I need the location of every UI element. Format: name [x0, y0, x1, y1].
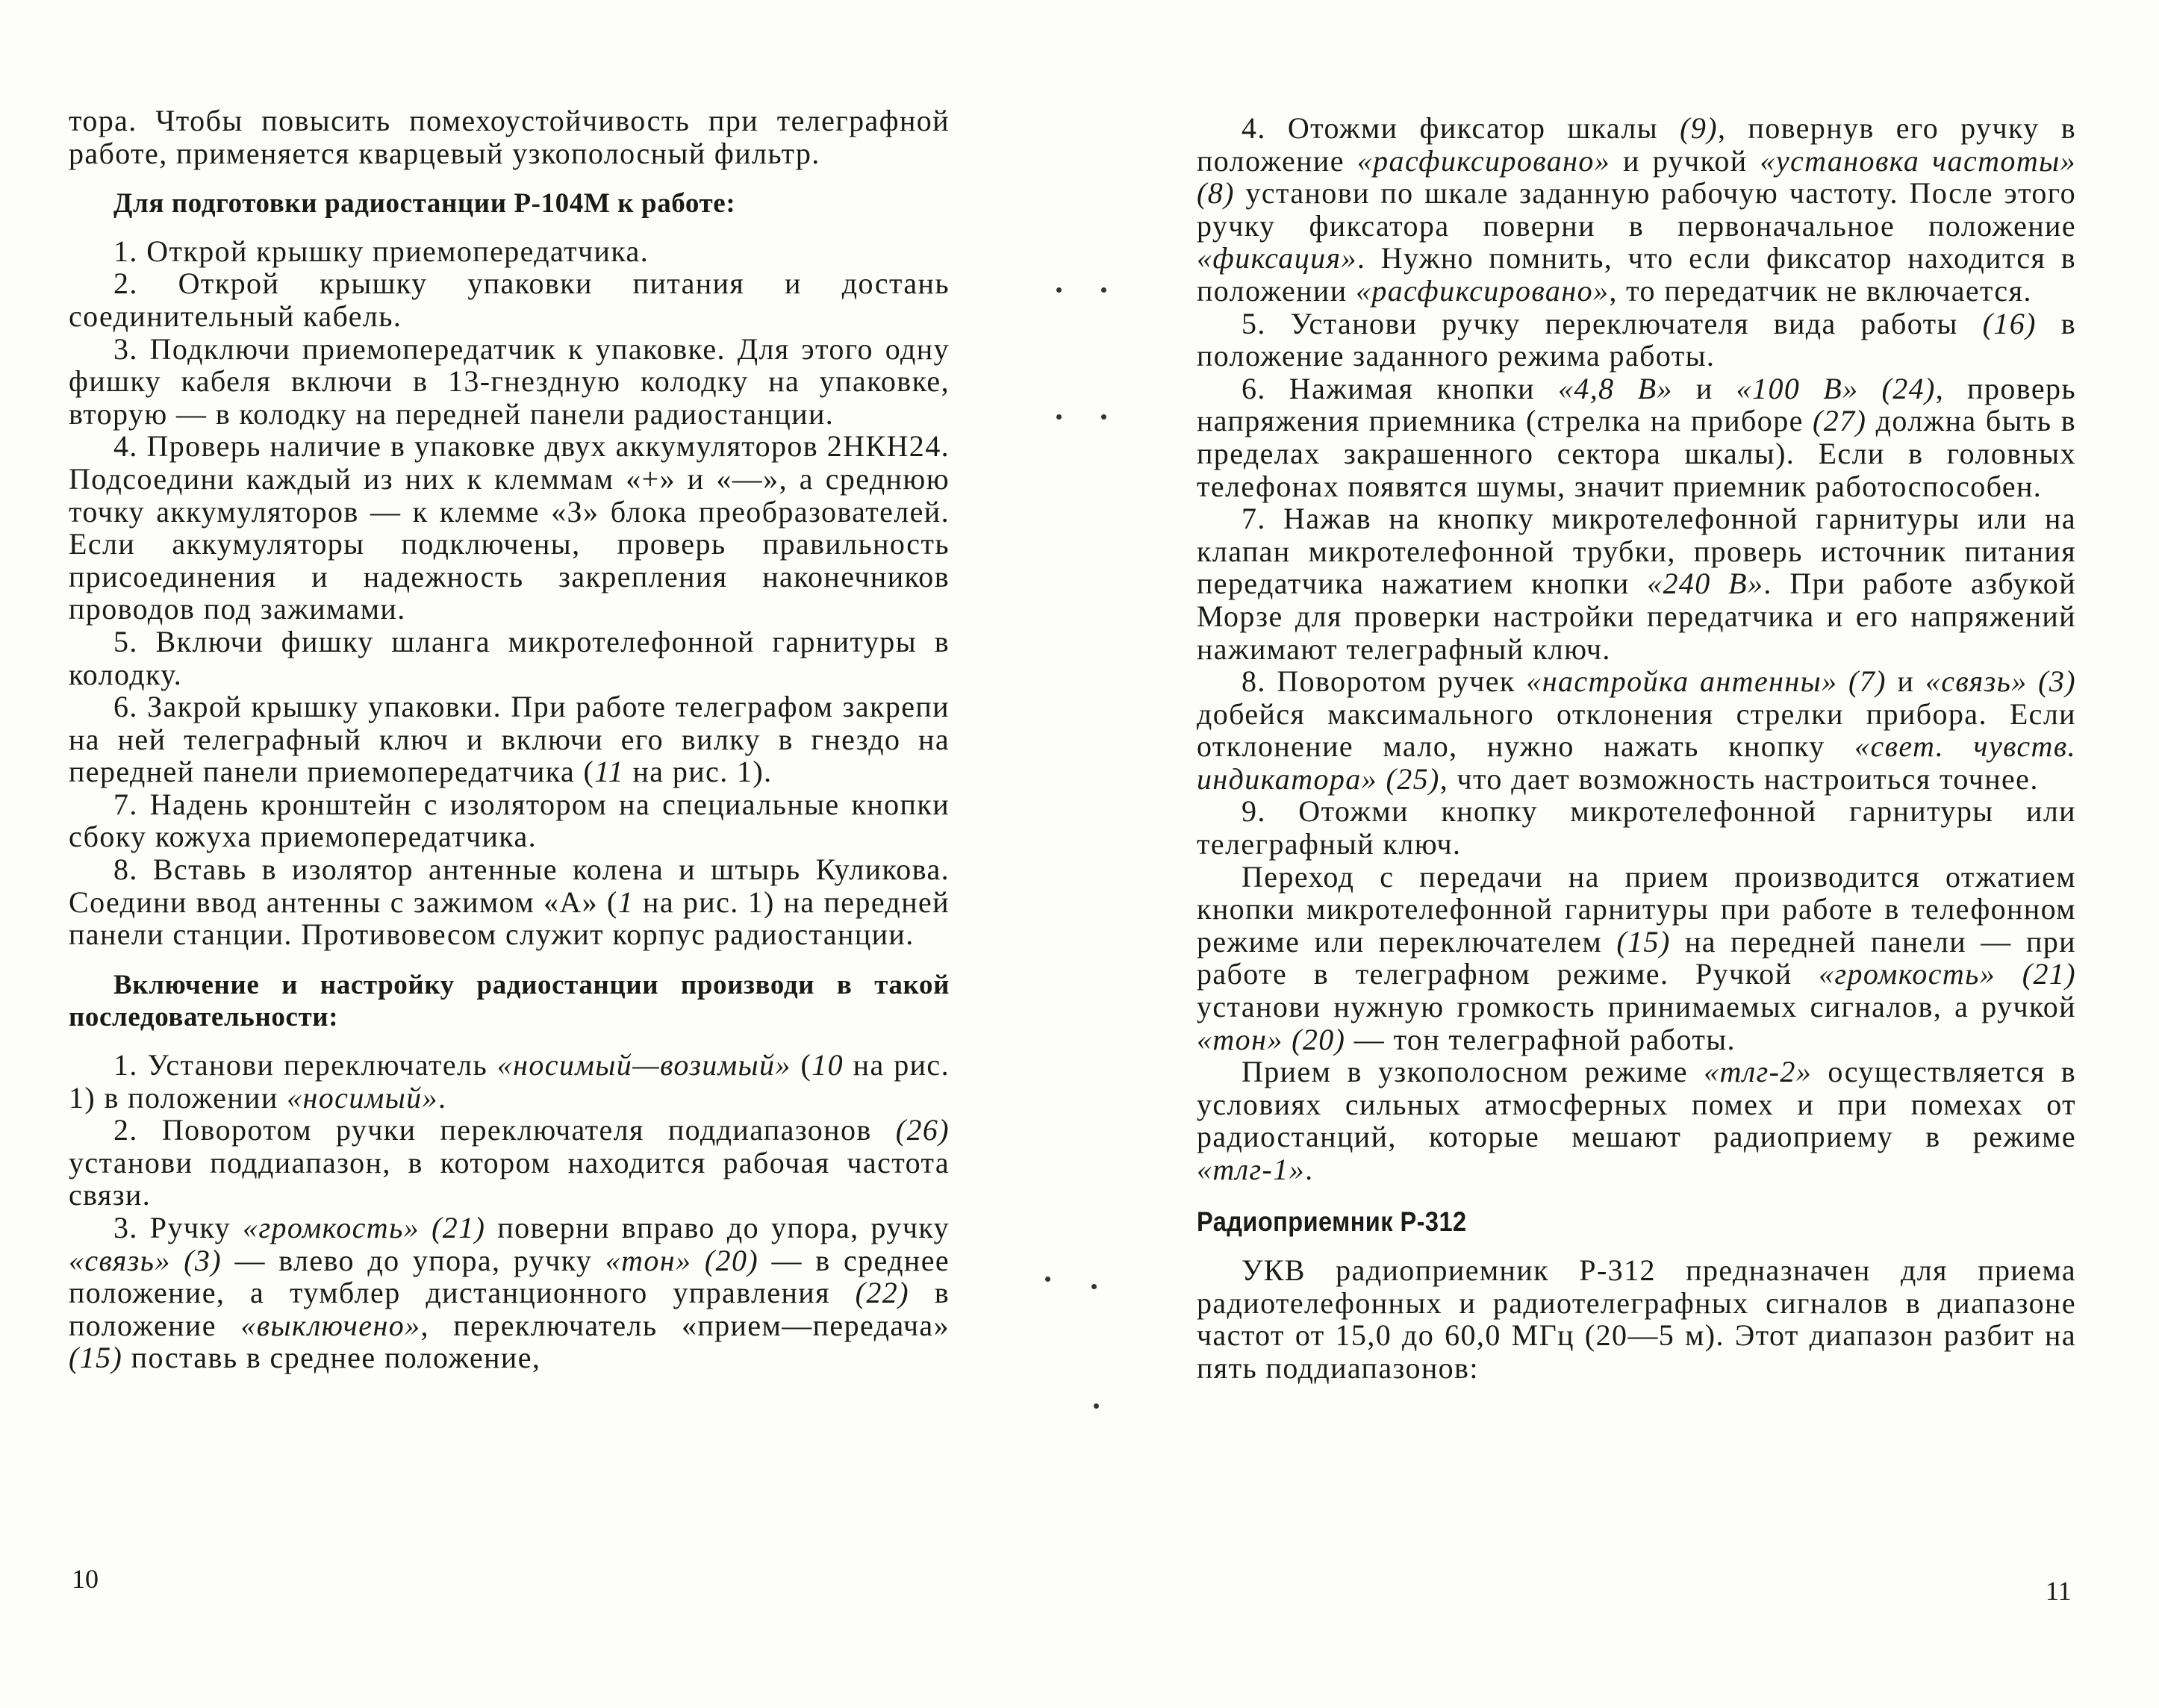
paragraph	[69, 267, 950, 332]
text-run: на передней панели — при работе в телеграфном режиме. Ручкой	[1197, 924, 2076, 991]
paragraph	[69, 1114, 950, 1212]
paragraph	[1197, 1056, 2076, 1185]
text-run: 1. Открой крышку приемопередатчика.	[113, 234, 649, 268]
italic-text-run: 10	[811, 1048, 844, 1082]
text-run: — тон телеграфной работы.	[1345, 1022, 1736, 1056]
italic-text-run: «240 В»	[1647, 567, 1764, 601]
text-run: осуществляется в условиях сильных атмосферных помех и при помехах от радиостанций, которые мешают радиоприему в режиме	[1197, 1055, 2077, 1154]
section-heading: Радиоприемник Р-312	[1197, 1206, 1467, 1237]
section-heading: Включение и настройку радиостанции производи в такой последовательности:	[69, 969, 950, 1033]
scan-speck	[1101, 287, 1106, 293]
paragraph	[69, 235, 950, 268]
text-run: в положение	[69, 1276, 950, 1342]
italic-text-run: «носимый—возимый»	[496, 1048, 791, 1082]
text-run: и	[1886, 664, 1925, 699]
text-run: 3. Подключи приемопередатчик к упаковке. Для этого одну фишку кабеля включи в 13-гнездную колодку на упаковке, вторую — в колодку на передней панели радиостанции.	[69, 331, 950, 431]
paragraph	[1197, 502, 2076, 665]
scan-speck	[1056, 287, 1062, 293]
italic-text-run: 1	[617, 885, 635, 919]
italic-text-run: «фиксация»	[1197, 241, 1357, 275]
italic-text-run: «4,8 В»	[1557, 371, 1673, 405]
scan-speck	[1056, 414, 1062, 420]
text-run: 8. Вставь в изолятор антенные колена и штырь Куликова. Соедини ввод антенны с зажимом «А» (	[69, 853, 950, 919]
paragraph-group	[69, 1049, 950, 1374]
italic-text-run: 11	[594, 755, 625, 789]
text-run: Переход с передачи на прием производится отжатием кнопки микротелефонной гарнитуры при работе в телефонном режиме или переключателем	[1197, 859, 2076, 959]
paragraph	[69, 691, 950, 788]
text-run: , переключатель «прием—передача»	[420, 1308, 950, 1342]
text-run: Прием в узкополосном режиме	[1241, 1055, 1704, 1089]
paragraph	[1197, 373, 2076, 502]
italic-text-run: «громкость» (21)	[243, 1211, 486, 1244]
text-run: поставь в среднее положение,	[122, 1341, 541, 1375]
italic-text-run: «100 В» (24)	[1736, 371, 1936, 405]
text-run: .	[1305, 1153, 1314, 1186]
scan-speck	[1094, 1403, 1099, 1409]
italic-text-run: «носимый»	[287, 1080, 438, 1115]
italic-text-run: «связь» (3)	[69, 1243, 222, 1277]
text-run: , то передатчик не включается.	[1609, 273, 2032, 308]
italic-text-run: «установка частоты» (8)	[1197, 143, 2076, 211]
paragraph	[69, 430, 950, 626]
text-run: 4. Проверь наличие в упаковке двух аккумуляторов 2НКН24. Подсоедини каждый из них к клеммам «+» и «—», а среднюю точку аккумуляторов — к клемме «З» блока преобразователей. Если аккумуляторы подключены, проверь правильность присоединения и надежность закрепления наконечников проводов под зажимами.	[69, 429, 950, 626]
page-number: 11	[2046, 1576, 2072, 1606]
text-run: поверни вправо до упора, ручку	[485, 1211, 950, 1244]
text-run: 2. Открой крышку упаковки питания и достань соединительный кабель.	[69, 267, 950, 333]
section-heading: Для подготовки радиостанции Р-104М к работе:	[113, 188, 736, 219]
paragraph	[1197, 1254, 2076, 1384]
paragraph	[1197, 665, 2076, 795]
page-number: 10	[72, 1564, 99, 1594]
paragraph-group	[69, 105, 950, 169]
text-run: — в среднее положение, а тумблер дистанционного управления	[69, 1243, 950, 1310]
text-run: 1. Установи переключатель	[113, 1048, 497, 1082]
text-run: 2. Поворотом ручки переключателя поддиапазонов	[113, 1113, 896, 1147]
italic-text-run: «связь» (3)	[1925, 664, 2076, 699]
paragraph	[69, 853, 950, 951]
text-run: на рис. 1).	[624, 755, 773, 789]
italic-text-run: (15)	[69, 1341, 123, 1375]
text-run: .	[437, 1080, 447, 1115]
paragraph	[69, 1212, 950, 1374]
text-run: 7. Надень кронштейн с изолятором на специальные кнопки сбоку кожуха приемопередатчика.	[69, 787, 950, 854]
text-run: на рис. 1) в положении	[69, 1048, 950, 1115]
italic-text-run: «тон» (20)	[1197, 1022, 1346, 1056]
paragraph	[1197, 308, 2076, 373]
text-run: должна быть в пределах закрашенного сектора шкалы). Если в головных телефонах появятся шумы, значит приемник работоспособен.	[1197, 404, 2076, 503]
right-page	[1197, 112, 2076, 1385]
text-run: 9. Отожми кнопку микротелефонной гарнитуры или телеграфный ключ.	[1197, 794, 2076, 861]
paragraph	[69, 105, 950, 169]
italic-text-run: (15)	[1616, 924, 1671, 959]
text-run: , что дает возможность настроиться точнее.	[1439, 761, 2039, 796]
text-run: , повернув его ручку в положение	[1197, 111, 2076, 178]
italic-text-run: «тлг-1»	[1197, 1153, 1306, 1186]
scan-speck	[1045, 1277, 1050, 1282]
paragraph-group	[1197, 1254, 2076, 1384]
italic-text-run: «настройка антенны» (7)	[1526, 664, 1887, 699]
italic-text-run: (26)	[895, 1113, 950, 1147]
italic-text-run: «свет. чувств. индикатора» (25)	[1197, 729, 2076, 796]
paragraph	[69, 788, 950, 853]
text-run: (	[791, 1048, 812, 1082]
text-run: и	[1672, 371, 1736, 405]
italic-text-run: «тлг-2»	[1704, 1055, 1813, 1089]
italic-text-run: (27)	[1813, 404, 1867, 438]
text-run: . Нужно помнить, что если фиксатор находится в положении	[1197, 241, 2076, 308]
text-run: . При работе азбукой Морзе для проверки настройки передатчика и его напряжений нажимают телеграфный ключ.	[1197, 567, 2076, 666]
text-run: 3. Ручку	[113, 1211, 243, 1244]
italic-text-run: (22)	[855, 1276, 909, 1310]
text-run: 6. Закрой крышку упаковки. При работе телеграфом закрепи на ней телеграфный ключ и включи его вилку в гнездо на передней панели приемопередатчика (	[69, 690, 950, 789]
text-run: 5. Установи ручку переключателя вида работы	[1241, 306, 1983, 340]
text-run: установи поддиапазон, в котором находится рабочая частота связи.	[69, 1145, 950, 1212]
text-run: , проверь напряжения приемника (стрелка на приборе	[1197, 371, 2077, 438]
italic-text-run: (9)	[1680, 111, 1718, 145]
text-run: 7. Нажав на кнопку микротелефонной гарнитуры или на клапан микротелефонной трубки, проверь источник питания передатчика нажатием кнопки	[1197, 502, 2076, 601]
text-run: на рис. 1) на передней панели станции. Противовесом служит корпус радиостанции.	[69, 885, 950, 952]
italic-text-run: «громкость» (21)	[1819, 957, 2076, 991]
text-run: тора. Чтобы повысить помехоустойчивость при телеграфной работе, применяется кварцевый узкополосный фильтр.	[69, 104, 950, 170]
italic-text-run: «выключено»	[240, 1308, 421, 1342]
italic-text-run: (16)	[1982, 306, 2037, 340]
left-page	[69, 105, 950, 1374]
text-run: 8. Поворотом ручек	[1241, 664, 1527, 699]
paragraph	[1197, 861, 2076, 1056]
text-run: в положение заданного режима работы.	[1197, 306, 2077, 373]
text-run: УКВ радиоприемник Р-312 предназначен для приема радиотелефонных и радиотелеграфных сигналов в диапазоне частот от 15,0 до 60,0 МГц (20—5 м). Этот диапазон разбит на пять поддиапазонов:	[1197, 1253, 2076, 1385]
paragraph-group	[69, 235, 950, 951]
scan-speck	[1101, 414, 1106, 420]
text-run: установи по шкале заданную рабочую частоту. После этого ручку фиксатора поверни в первоначальное положение	[1197, 176, 2076, 243]
paragraph	[1197, 795, 2076, 860]
paragraph	[1197, 112, 2076, 308]
paragraph	[69, 1049, 950, 1114]
text-run: установи нужную громкость принимаемых сигналов, а ручкой	[1197, 990, 2076, 1024]
italic-text-run: «расфиксировано»	[1356, 143, 1611, 178]
text-run: добейся максимального отклонения стрелки прибора. Если отклонение мало, нужно нажать кнопку	[1197, 696, 2076, 764]
italic-text-run: «расфиксировано»	[1355, 273, 1610, 308]
paragraph	[69, 333, 950, 431]
scan-speck	[1091, 1284, 1097, 1289]
italic-text-run: «тон» (20)	[605, 1243, 759, 1277]
text-run: 5. Включи фишку шланга микротелефонной гарнитуры в колодку.	[69, 624, 950, 691]
text-run: 4. Отожми фиксатор шкалы	[1241, 111, 1680, 145]
text-run: — влево до упора, ручку	[222, 1243, 605, 1277]
paragraph-group	[1197, 112, 2076, 1186]
paragraph	[69, 626, 950, 691]
text-run: и ручкой	[1610, 143, 1760, 178]
text-run: 6. Нажимая кнопки	[1241, 371, 1558, 405]
